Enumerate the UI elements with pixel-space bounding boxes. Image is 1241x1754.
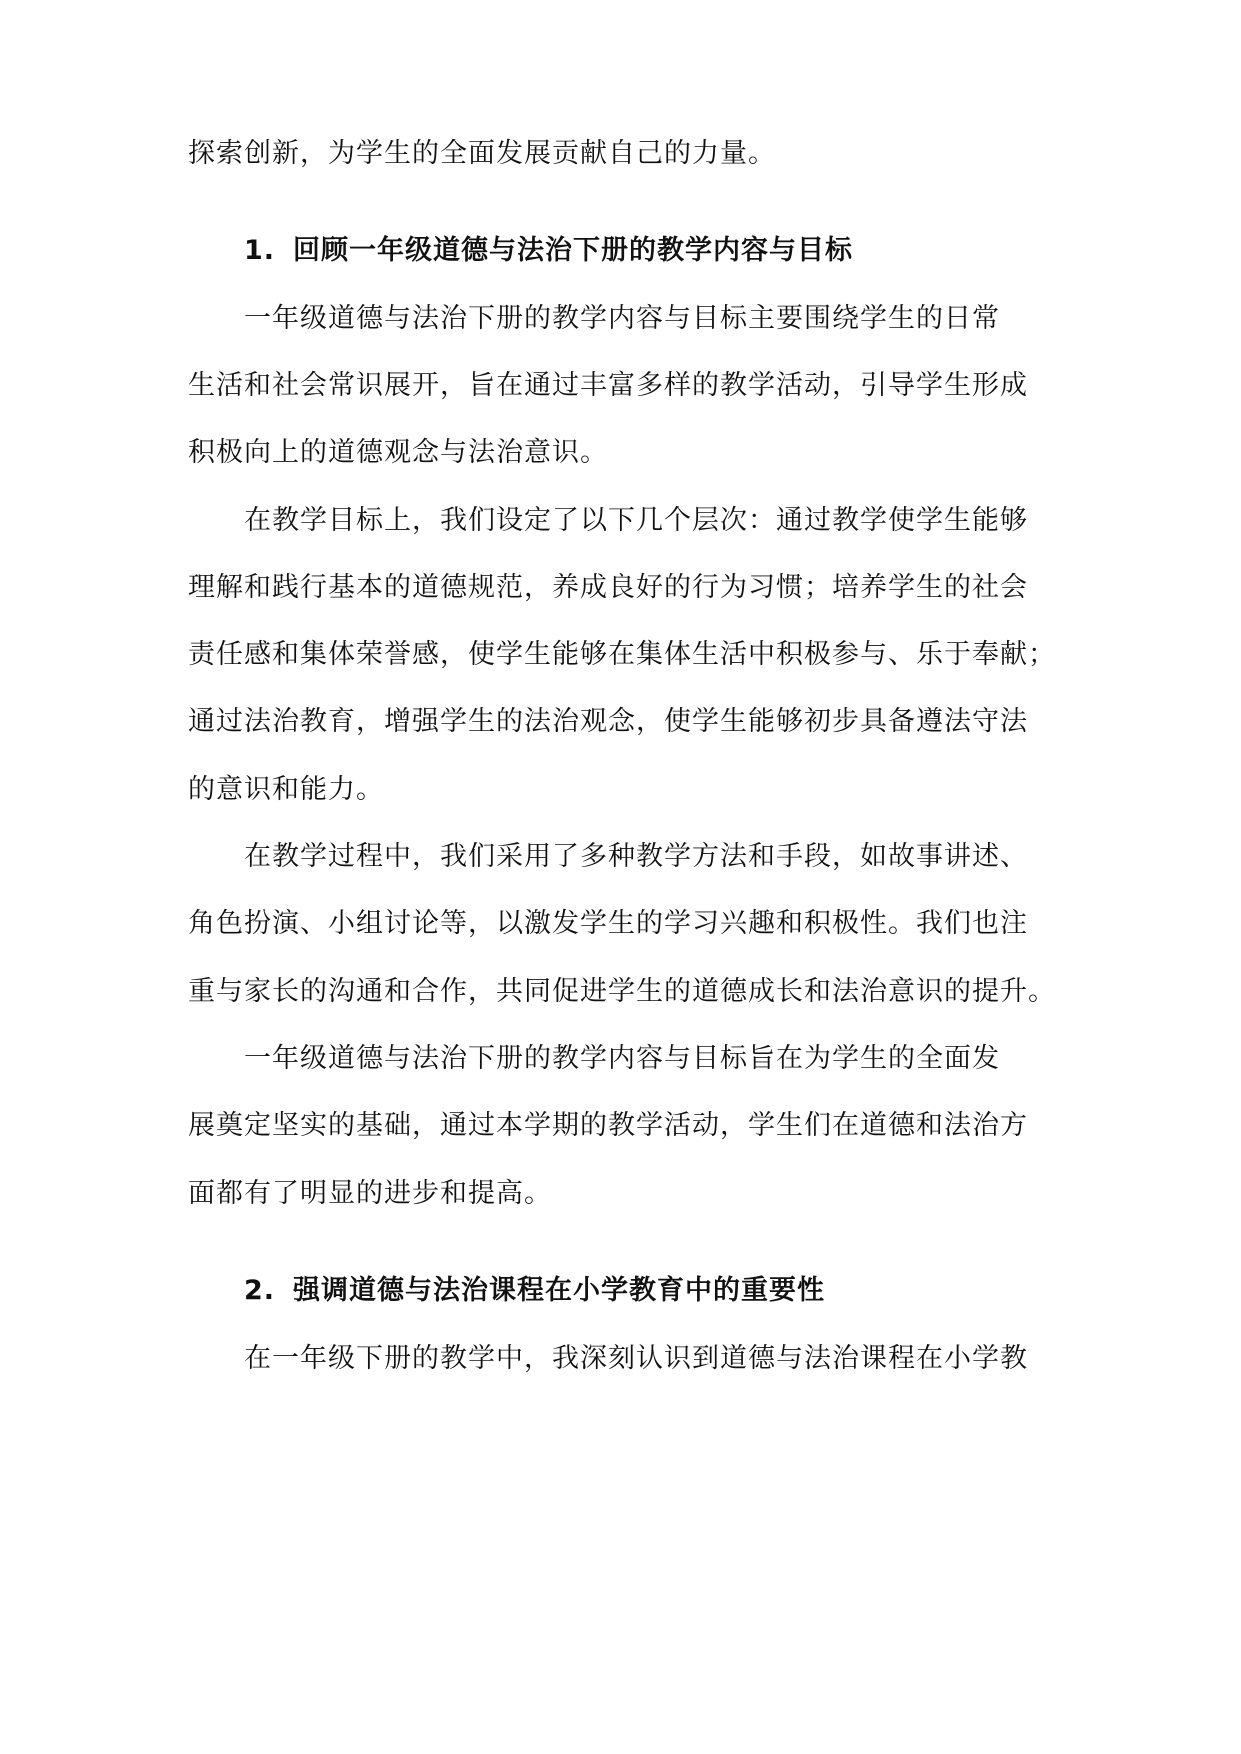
section-heading-1 [244,234,853,268]
heading-text: 强调道德与法治课程在小学教育中的重要性 [293,1275,826,1306]
text-line: 在教学过程中，我们采用了多种教学方法和手段，如故事讲述、 [244,841,1028,872]
text-line: 的意识和能力。 [188,774,384,805]
text-line: 面都有了明显的进步和提高。 [188,1178,552,1209]
heading-number: 1. [244,235,276,266]
text-line: 角色扮演、小组讨论等，以激发学生的学习兴趣和积极性。我们也注 [188,908,1028,939]
text-line: 在教学目标上，我们设定了以下几个层次：通过教学使学生能够 [244,505,1028,536]
text-line: 在一年级下册的教学中，我深刻认识到道德与法治课程在小学教 [244,1343,1028,1374]
text-line: 一年级道德与法治下册的教学内容与目标旨在为学生的全面发 [244,1043,1000,1074]
text-line: 理解和践行基本的道德规范，养成良好的行为习惯；培养学生的社会 [188,572,1028,603]
text-line: 重与家长的沟通和合作，共同促进学生的道德成长和法治意识的提升。 [188,976,1056,1007]
section-heading-2 [244,1274,825,1308]
text-line: 探索创新，为学生的全面发展贡献自己的力量。 [188,138,776,169]
text-line: 一年级道德与法治下册的教学内容与目标主要围绕学生的日常 [244,303,1000,334]
text-line: 通过法治教育，增强学生的法治观念，使学生能够初步具备遵法守法 [188,706,1028,737]
text-line: 生活和社会常识展开，旨在通过丰富多样的教学活动，引导学生形成 [188,370,1028,401]
text-line: 展奠定坚实的基础，通过本学期的教学活动，学生们在道德和法治方 [188,1110,1028,1141]
text-line: 责任感和集体荣誉感，使学生能够在集体生活中积极参与、乐于奉献； [188,639,1056,670]
heading-number: 2. [244,1275,276,1306]
heading-text: 回顾一年级道德与法治下册的教学内容与目标 [293,235,854,266]
text-line: 积极向上的道德观念与法治意识。 [188,437,608,468]
